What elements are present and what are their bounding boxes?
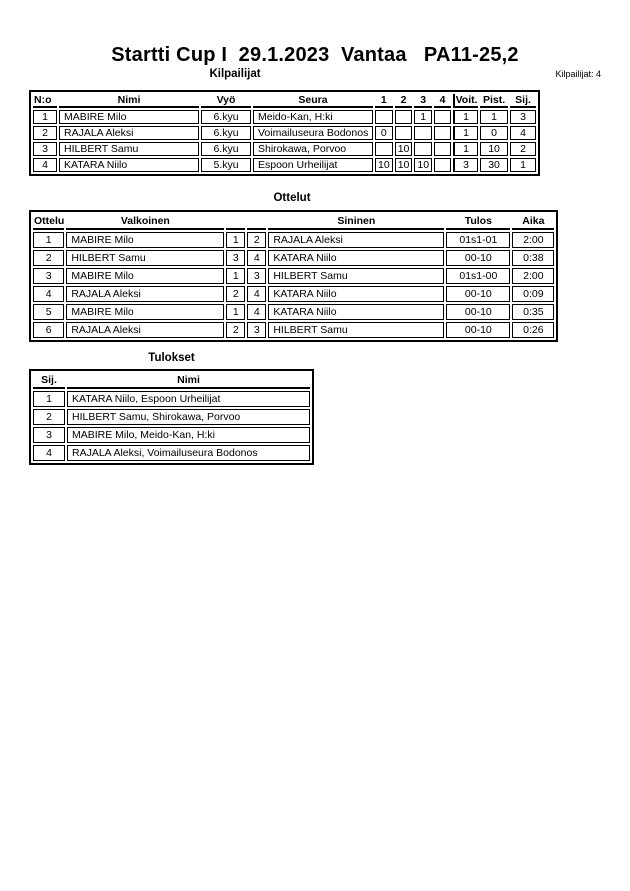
col-header-belt: Vyö: [201, 94, 251, 108]
match-no: 2: [33, 250, 64, 266]
table-row: [33, 286, 554, 302]
col-header-round-2: 2: [395, 94, 413, 108]
round-score: 0: [375, 126, 393, 140]
white-competitor: HILBERT Samu: [66, 250, 224, 266]
col-header-round-4: 4: [434, 94, 451, 108]
blue-number: 2: [247, 232, 266, 248]
competitor-points: 1: [480, 110, 508, 124]
col-header-white: Valkoinen: [66, 214, 224, 230]
round-score: [395, 110, 413, 124]
round-score: 10: [395, 158, 413, 172]
results-header-row: [33, 373, 310, 389]
match-result: 01s1-00: [446, 268, 510, 284]
round-score: [434, 126, 451, 140]
white-competitor: MABIRE Milo: [66, 304, 224, 320]
blue-competitor: HILBERT Samu: [268, 322, 444, 338]
competitor-no: 3: [33, 142, 57, 156]
table-row: [33, 322, 554, 338]
competitor-wins: 1: [453, 110, 478, 124]
col-header-blue-no: [247, 214, 266, 230]
round-score: [395, 126, 413, 140]
match-time: 2:00: [512, 268, 554, 284]
result-place: 3: [33, 427, 65, 443]
match-no: 1: [33, 232, 64, 248]
results-section-title: Tulokset: [148, 352, 195, 364]
white-competitor: MABIRE Milo: [66, 232, 224, 248]
round-score: [414, 126, 432, 140]
match-result: 00-10: [446, 304, 510, 320]
match-time: 0:38: [512, 250, 554, 266]
blue-competitor: RAJALA Aleksi: [268, 232, 444, 248]
competitor-points: 10: [480, 142, 508, 156]
competitor-belt: 6.kyu: [201, 142, 251, 156]
blue-number: 4: [247, 250, 266, 266]
col-header-no: N:o: [33, 94, 57, 108]
match-no: 5: [33, 304, 64, 320]
results-table: [29, 369, 314, 465]
match-result: 00-10: [446, 322, 510, 338]
table-row: [33, 268, 554, 284]
result-place: 4: [33, 445, 65, 461]
white-number: 1: [226, 232, 245, 248]
match-time: 2:00: [512, 232, 554, 248]
blue-competitor: KATARA Niilo: [268, 286, 444, 302]
competitor-wins: 3: [453, 158, 478, 172]
matches-table: [29, 210, 558, 342]
competitor-wins: 1: [453, 142, 478, 156]
match-no: 6: [33, 322, 64, 338]
col-header-name: Nimi: [67, 373, 310, 389]
white-competitor: MABIRE Milo: [66, 268, 224, 284]
competitors-header-row: [33, 94, 536, 108]
blue-number: 4: [247, 304, 266, 320]
blue-number: 4: [247, 286, 266, 302]
competitor-belt: 6.kyu: [201, 110, 251, 124]
match-result: 01s1-01: [446, 232, 510, 248]
competitor-no: 2: [33, 126, 57, 140]
match-result: 00-10: [446, 286, 510, 302]
table-row: [33, 409, 310, 425]
competitor-belt: 5.kyu: [201, 158, 251, 172]
table-row: [33, 158, 536, 172]
competitors-table: [29, 90, 540, 176]
table-row: [33, 391, 310, 407]
round-score: [434, 110, 451, 124]
blue-number: 3: [247, 322, 266, 338]
matches-header-row: [33, 214, 554, 230]
competitor-club: Meido-Kan, H:ki: [253, 110, 373, 124]
competitor-no: 4: [33, 158, 57, 172]
col-header-round-3: 3: [414, 94, 432, 108]
col-header-white-no: [226, 214, 245, 230]
competitor-place: 4: [510, 126, 536, 140]
competitor-belt: 6.kyu: [201, 126, 251, 140]
competitor-club: Espoon Urheilijat: [253, 158, 373, 172]
white-number: 1: [226, 268, 245, 284]
col-header-name: Nimi: [59, 94, 199, 108]
blue-number: 3: [247, 268, 266, 284]
result-place: 1: [33, 391, 65, 407]
blue-competitor: KATARA Niilo: [268, 250, 444, 266]
competitor-name: KATARA Niilo: [59, 158, 199, 172]
competitor-name: RAJALA Aleksi: [59, 126, 199, 140]
competitor-points: 0: [480, 126, 508, 140]
result-name: KATARA Niilo, Espoon Urheilijat: [67, 391, 310, 407]
table-row: [33, 142, 536, 156]
col-header-points: Pist.: [480, 94, 508, 108]
round-score: [375, 110, 393, 124]
result-place: 2: [33, 409, 65, 425]
white-number: 1: [226, 304, 245, 320]
col-header-match: Ottelu: [33, 214, 64, 230]
table-row: [33, 110, 536, 124]
white-number: 2: [226, 286, 245, 302]
white-competitor: RAJALA Aleksi: [66, 322, 224, 338]
result-name: RAJALA Aleksi, Voimailuseura Bodonos: [67, 445, 310, 461]
competitors-section-title: Kilpailijat: [209, 68, 261, 80]
match-time: 0:09: [512, 286, 554, 302]
col-header-blue: Sininen: [268, 214, 444, 230]
competitor-place: 2: [510, 142, 536, 156]
table-row: [33, 232, 554, 248]
table-row: [33, 250, 554, 266]
round-score: [414, 142, 432, 156]
white-competitor: RAJALA Aleksi: [66, 286, 224, 302]
white-number: 2: [226, 322, 245, 338]
white-number: 3: [226, 250, 245, 266]
match-no: 3: [33, 268, 64, 284]
competitor-wins: 1: [453, 126, 478, 140]
round-score: 10: [414, 158, 432, 172]
round-score: 10: [375, 158, 393, 172]
blue-competitor: HILBERT Samu: [268, 268, 444, 284]
round-score: [375, 142, 393, 156]
round-score: 1: [414, 110, 432, 124]
col-header-place: Sij.: [510, 94, 536, 108]
competitor-name: MABIRE Milo: [59, 110, 199, 124]
competitor-no: 1: [33, 110, 57, 124]
col-header-place: Sij.: [33, 373, 65, 389]
match-time: 0:35: [512, 304, 554, 320]
competitor-club: Voimailuseura Bodonos: [253, 126, 373, 140]
competitor-place: 3: [510, 110, 536, 124]
competitor-points: 30: [480, 158, 508, 172]
round-score: [434, 158, 451, 172]
table-row: [33, 304, 554, 320]
col-header-result: Tulos: [446, 214, 510, 230]
competitor-club: Shirokawa, Porvoo: [253, 142, 373, 156]
competitor-count-label: Kilpailijat: 4: [555, 69, 601, 79]
page-title: Startti Cup I 29.1.2023 Vantaa PA11-25,2: [111, 44, 519, 66]
competitor-name: HILBERT Samu: [59, 142, 199, 156]
match-time: 0:26: [512, 322, 554, 338]
matches-section-title: Ottelut: [273, 192, 311, 204]
blue-competitor: KATARA Niilo: [268, 304, 444, 320]
table-row: [33, 445, 310, 461]
col-header-round-1: 1: [375, 94, 393, 108]
match-result: 00-10: [446, 250, 510, 266]
table-row: [33, 126, 536, 140]
result-name: HILBERT Samu, Shirokawa, Porvoo: [67, 409, 310, 425]
round-score: [434, 142, 451, 156]
table-row: [33, 427, 310, 443]
col-header-wins: Voit.: [453, 94, 478, 108]
competitor-place: 1: [510, 158, 536, 172]
col-header-time: Aika: [512, 214, 554, 230]
match-no: 4: [33, 286, 64, 302]
round-score: 10: [395, 142, 413, 156]
result-name: MABIRE Milo, Meido-Kan, H:ki: [67, 427, 310, 443]
col-header-club: Seura: [253, 94, 373, 108]
